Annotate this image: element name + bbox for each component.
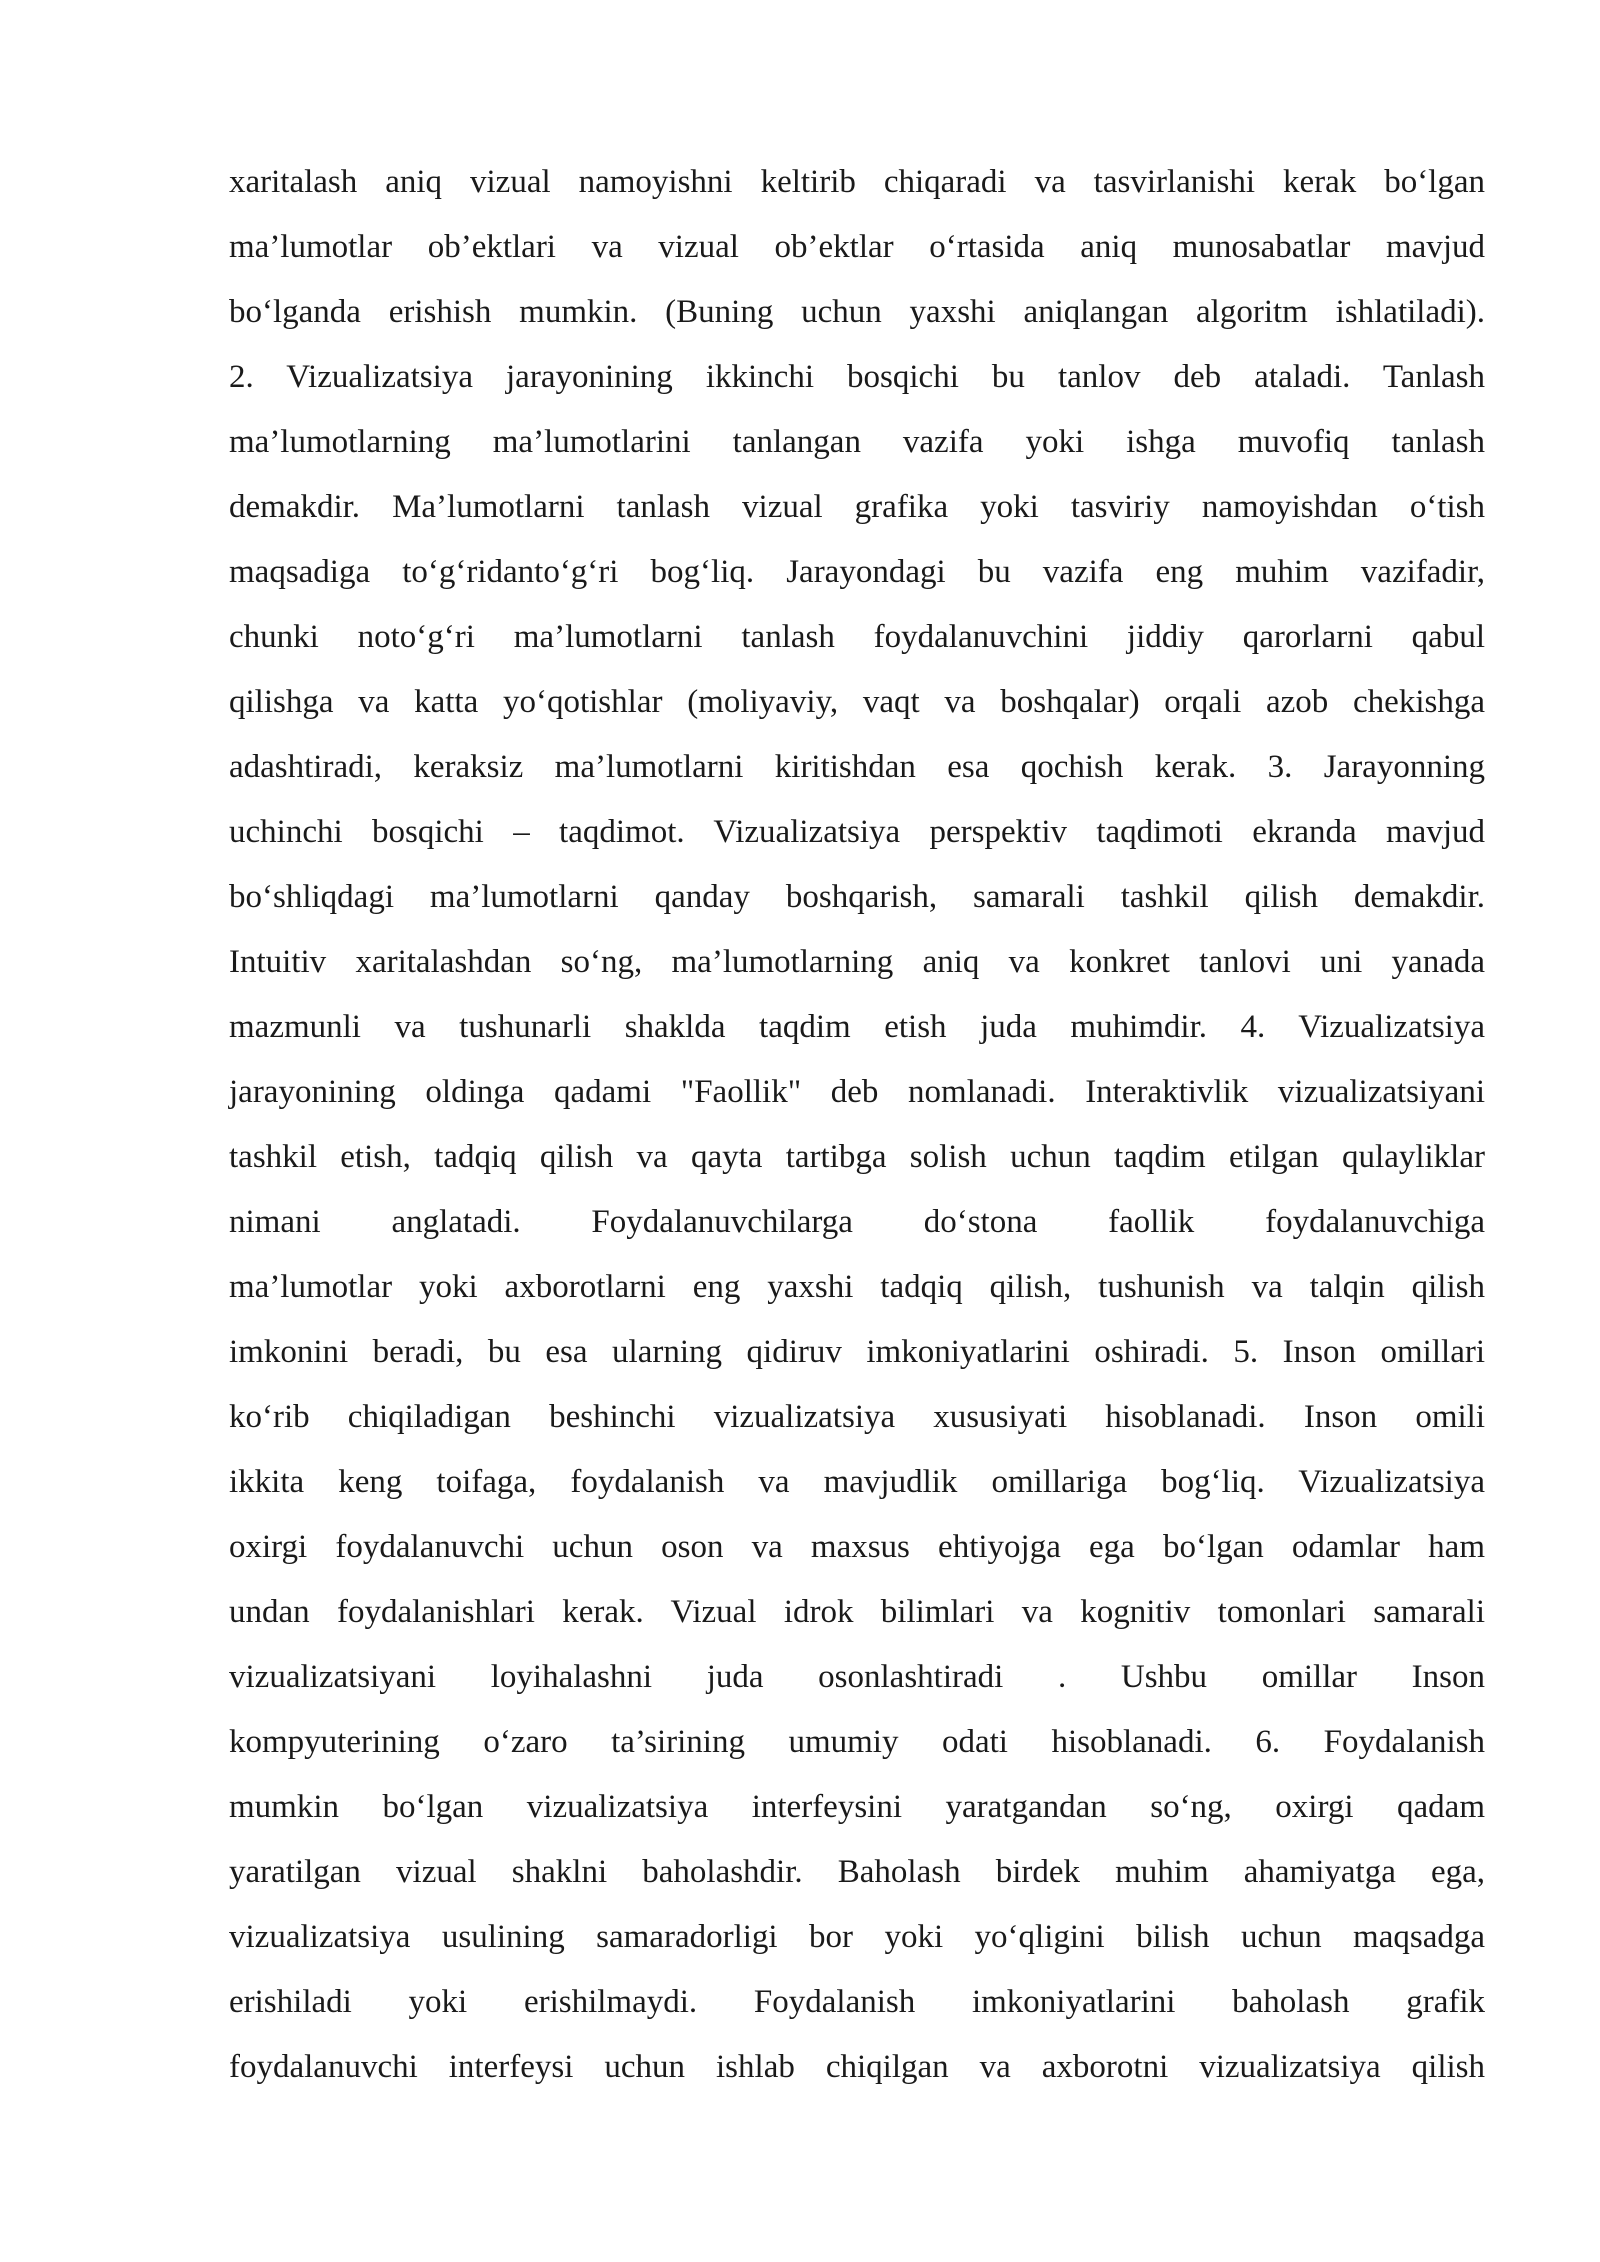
text-line: adashtiradi, keraksiz ma’lumotlarni kiritishdan esa qochish kerak. 3. Jarayonning (229, 749, 1485, 785)
text-line: foydalanuvchi interfeysi uchun ishlab chiqilgan va axborotni vizualizatsiya qilish (229, 2049, 1485, 2085)
text-line: ko‘rib chiqiladigan beshinchi vizualizatsiya xususiyati hisoblanadi. Inson omili (229, 1399, 1485, 1435)
text-line: chunki noto‘g‘ri ma’lumotlarni tanlash foydalanuvchini jiddiy qarorlarni qabul (229, 619, 1485, 655)
text-line: undan foydalanishlari kerak. Vizual idrok bilimlari va kognitiv tomonlari samarali (229, 1594, 1485, 1630)
text-line: xaritalash aniq vizual namoyishni keltirib chiqaradi va tasvirlanishi kerak bo‘lgan (229, 164, 1485, 200)
text-line: imkonini beradi, bu esa ularning qidiruv imkoniyatlarini oshiradi. 5. Inson omillari (229, 1334, 1485, 1370)
text-line: yaratilgan vizual shaklni baholashdir. Baholash birdek muhim ahamiyatga ega, (229, 1854, 1485, 1890)
text-line: ikkita keng toifaga, foydalanish va mavjudlik omillariga bog‘liq. Vizualizatsiya (229, 1464, 1485, 1500)
text-line: jarayonining oldinga qadami "Faollik" deb nomlanadi. Interaktivlik vizualizatsiyani (229, 1074, 1485, 1110)
text-line: ma’lumotlarning ma’lumotlarini tanlangan vazifa yoki ishga muvofiq tanlash (229, 424, 1485, 460)
text-line: mazmunli va tushunarli shaklda taqdim etish juda muhimdir. 4. Vizualizatsiya (229, 1009, 1485, 1045)
text-line: vizualizatsiya usulining samaradorligi bor yoki yo‘qligini bilish uchun maqsadga (229, 1919, 1485, 1955)
text-line: vizualizatsiyani loyihalashni juda osonlashtiradi . Ushbu omillar Inson (229, 1659, 1485, 1695)
text-line: erishiladi yoki erishilmaydi. Foydalanish imkoniyatlarini baholash grafik (229, 1984, 1485, 2020)
body-paragraph (229, 150, 1485, 2100)
text-line: bo‘shliqdagi ma’lumotlarni qanday boshqarish, samarali tashkil qilish demakdir. (229, 879, 1485, 915)
text-line: ma’lumotlar yoki axborotlarni eng yaxshi tadqiq qilish, tushunish va talqin qilish (229, 1269, 1485, 1305)
text-line: mumkin bo‘lgan vizualizatsiya interfeysini yaratgandan so‘ng, oxirgi qadam (229, 1789, 1485, 1825)
text-line: maqsadiga to‘g‘ridanto‘g‘ri bog‘liq. Jarayondagi bu vazifa eng muhim vazifadir, (229, 554, 1485, 590)
text-line: nimani anglatadi. Foydalanuvchilarga do‘stona faollik foydalanuvchiga (229, 1204, 1485, 1240)
text-line: qilishga va katta yo‘qotishlar (moliyaviy, vaqt va boshqalar) orqali azob chekishga (229, 684, 1485, 720)
text-line: kompyuterining o‘zaro ta’sirining umumiy odati hisoblanadi. 6. Foydalanish (229, 1724, 1485, 1760)
text-line: Intuitiv xaritalashdan so‘ng, ma’lumotlarning aniq va konkret tanlovi uni yanada (229, 944, 1485, 980)
text-line: uchinchi bosqichi – taqdimot. Vizualizatsiya perspektiv taqdimoti ekranda mavjud (229, 814, 1485, 850)
text-line: 2. Vizualizatsiya jarayonining ikkinchi bosqichi bu tanlov deb ataladi. Tanlash (229, 359, 1485, 395)
text-line: tashkil etish, tadqiq qilish va qayta tartibga solish uchun taqdim etilgan qulayliklar (229, 1139, 1485, 1175)
text-line: oxirgi foydalanuvchi uchun oson va maxsus ehtiyojga ega bo‘lgan odamlar ham (229, 1529, 1485, 1565)
text-line: bo‘lganda erishish mumkin. (Buning uchun yaxshi aniqlangan algoritm ishlatiladi). (229, 294, 1485, 330)
text-line: demakdir. Ma’lumotlarni tanlash vizual grafika yoki tasviriy namoyishdan o‘tish (229, 489, 1485, 525)
text-line: ma’lumotlar ob’ektlari va vizual ob’ektlar o‘rtasida aniq munosabatlar mavjud (229, 229, 1485, 265)
